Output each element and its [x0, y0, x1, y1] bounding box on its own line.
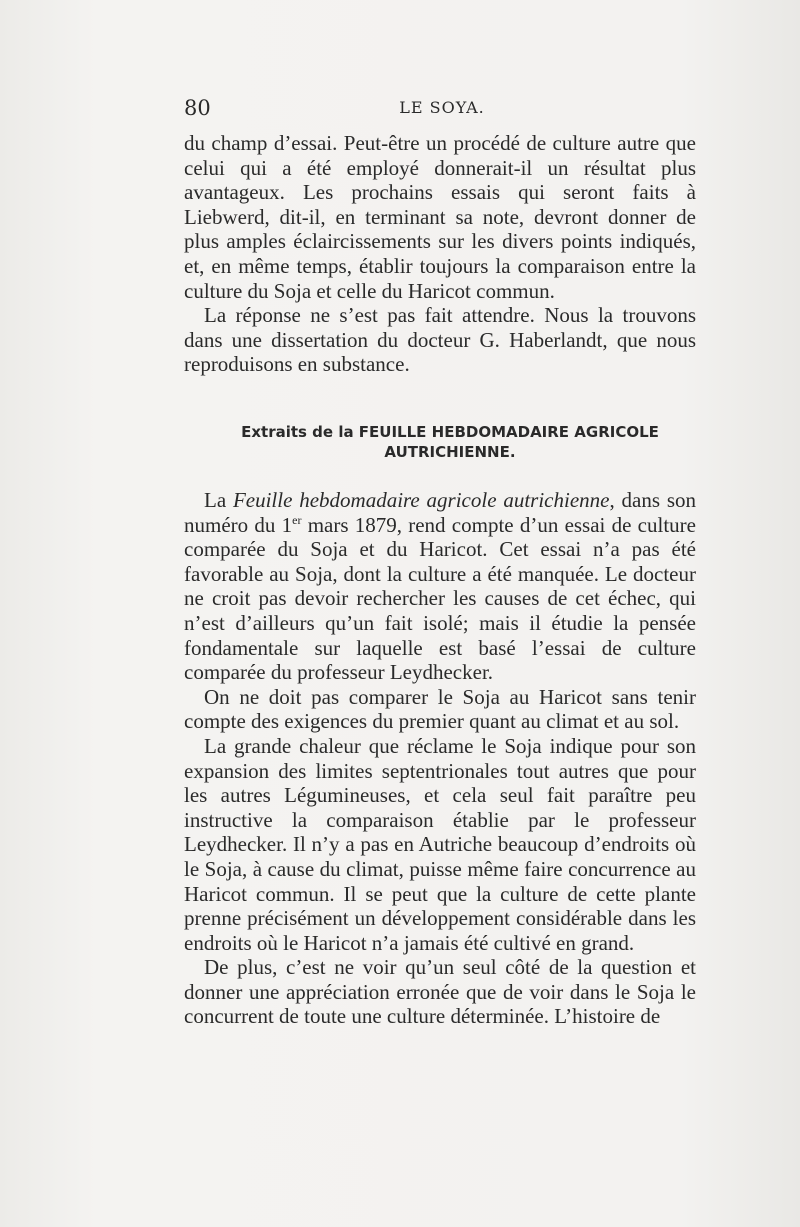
paragraph-3-mid: , dans son numéro du 1 [184, 488, 696, 537]
ordinal-superscript: er [292, 512, 302, 527]
paragraph-6: De plus, c’est ne voir qu’un seul côté de la question et donner une appréciation erronée que de voir dans le Soja le concurrent de toute une culture déterminée. L’histoire de [184, 955, 696, 1029]
paragraph-1: du champ d’essai. Peut-être un procédé de culture autre que celui qui a été employé donnerait-il un résultat plus avantageux. Les prochains essais qui seront faits à Liebwerd, dit-il, en terminant sa note, devront donner de plus amples éclaircissements sur les divers points indiqués, et, en même temps, établir toujours la comparaison entre la culture du Soja et celle du Haricot commun. [184, 131, 696, 303]
page-header [184, 96, 700, 120]
section-title-line-1: Extraits de la FEUILLE HEBDOMADAIRE AGRICOLE [241, 423, 659, 441]
paragraph-4: On ne doit pas comparer le Soja au Haricot sans tenir compte des exigences du premier quant au climat et au sol. [184, 684, 696, 734]
section-title [200, 422, 700, 462]
paragraph-3-end: mars 1879, rend compte d’un essai de culture comparée du Soja et du Haricot. Cet essai n’a pas été favorable au Soja, dont la culture a été manquée. Le docteur ne croit pas devoir rechercher les causes de cet échec, qui n’est d’ailleurs qu’un fait isolé; mais il étudie la pensée fondamentale sur laquelle est basé l’essai de culture comparée du professeur Leydhecker. [184, 512, 696, 685]
running-title: LE SOYA. [399, 98, 485, 117]
text-block-2 [184, 488, 696, 1029]
paragraph-3-start: La [204, 488, 233, 512]
paragraph-2: La réponse ne s’est pas fait attendre. Nous la trouvons dans une dissertation du docteur G. Haberlandt, que nous reproduisons en substance. [184, 303, 696, 377]
text-block-1 [184, 131, 696, 377]
section-title-line-2: AUTRICHIENNE. [384, 443, 516, 461]
paragraph-5: La grande chaleur que réclame le Soja indique pour son expansion des limites septentrionales tout autres que pour les autres Légumineuses, et cela seul fait paraître peu instructive la comparaison établie par le professeur Leydhecker. Il n’y a pas en Autriche beaucoup d’endroits où le Soja, à cause du climat, puisse même faire concurrence au Haricot commun. Il se peut que la culture de cette plante prenne précisément un développement considérable dans les endroits où le Haricot n’a jamais été cultivé en grand. [184, 733, 696, 955]
journal-title: Feuille hebdomadaire agricole autrichienne [232, 488, 610, 512]
page-number: 80 [184, 96, 211, 120]
paragraph-3 [184, 488, 696, 685]
